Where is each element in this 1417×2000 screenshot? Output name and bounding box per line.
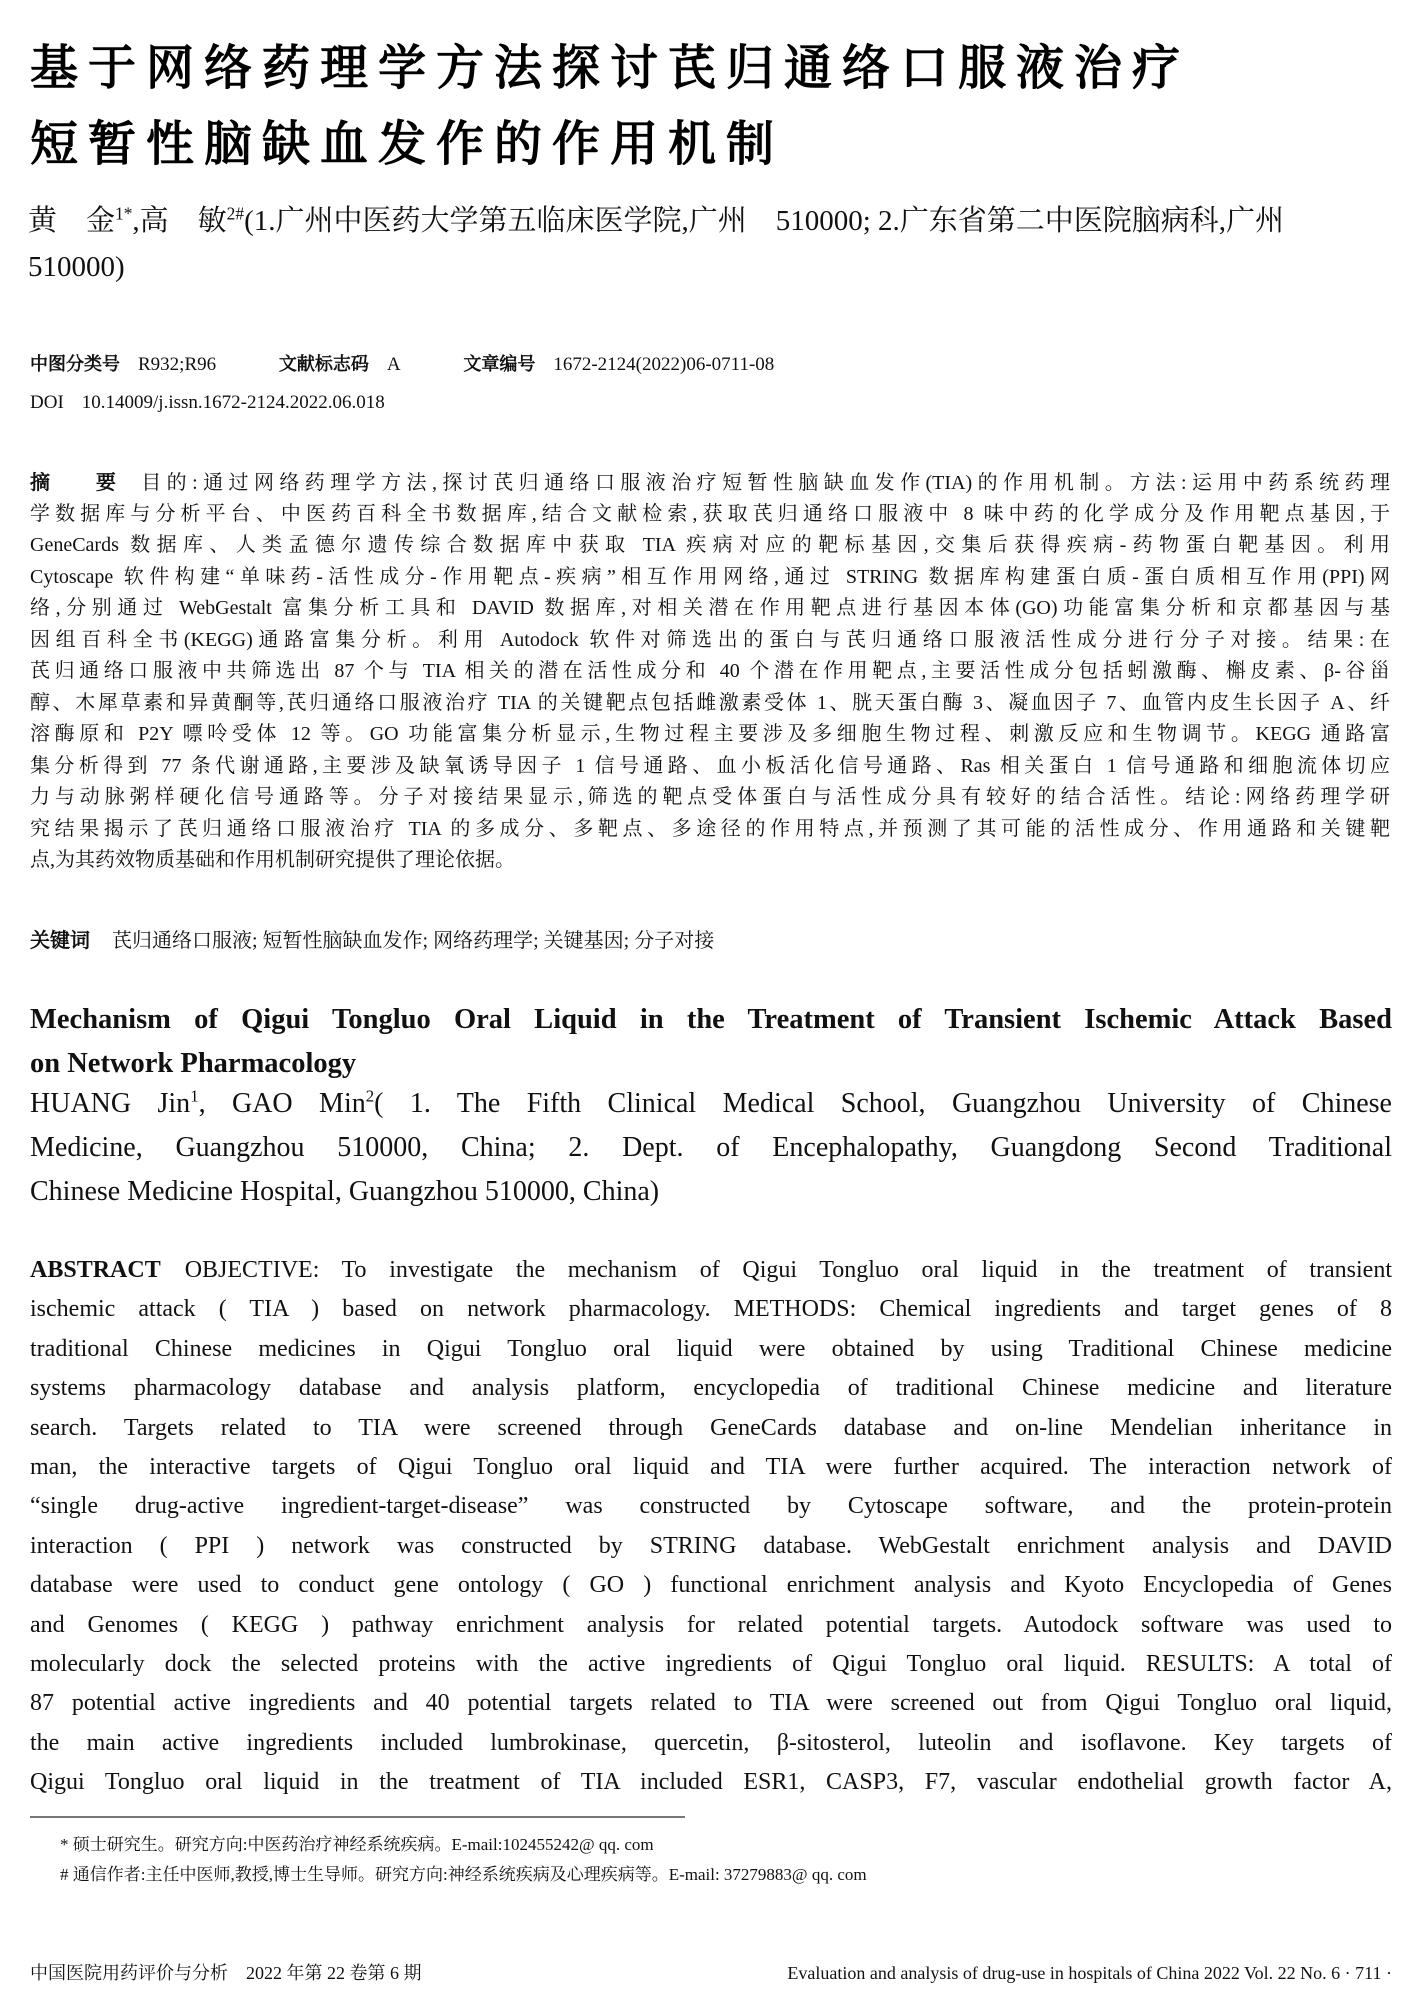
footnote-first-author: * 硕士研究生。研究方向:中医药治疗神经系统疾病。E-mail:102455242@ qq. com <box>60 1835 654 1854</box>
affiliation-text-continued: 510000) <box>28 251 125 283</box>
english-authors-affiliations <box>30 1082 1392 1214</box>
abstract-line: 集分析得到 77 条代谢通路,主要涉及缺氧诱导因子 1 信号通路、血小板活化信号通路、Ras 相关蛋白 1 信号通路和细胞流体切应 <box>30 754 1390 777</box>
abstract-line: Cytoscape 软件构建“单味药-活性成分-作用靶点-疾病”相互作用网络,通过 STRING 数据库构建蛋白质-蛋白质相互作用(PPI)网 <box>30 565 1390 588</box>
abstract-en-line: interaction ( PPI ) network was constructed by STRING database. WebGestalt enrichment analysis and DAVID <box>30 1532 1392 1559</box>
abstract-en-line: molecularly dock the selected proteins with the active ingredients of Qigui Tongluo oral liquid. RESULTS: A total of <box>30 1650 1392 1677</box>
chinese-title-line: 基于网络药理学方法探讨芪归通络口服液治疗 <box>30 40 1191 96</box>
abstract-en-text: OBJECTIVE: To investigate the mechanism of Qigui Tongluo oral liquid in the treatment of transient <box>184 1257 1392 1283</box>
chinese-abstract <box>30 467 1390 877</box>
clc-value: R932;R96 <box>138 354 217 375</box>
meta-row <box>30 346 774 384</box>
affiliation-en-line: Chinese Medicine Hospital, Guangzhou 510000, China) <box>30 1176 660 1207</box>
chinese-keywords <box>30 925 714 956</box>
article-number-value: 1672-2124(2022)06-0711-08 <box>553 354 775 375</box>
clc-label: 中图分类号 <box>30 354 120 375</box>
abstract-en-line: Qigui Tongluo oral liquid in the treatment of TIA included ESR1, CASP3, F7, vascular endothelial growth factor A, <box>30 1769 1392 1796</box>
abstract-en-line: ischemic attack ( TIA ) based on network pharmacology. METHODS: Chemical ingredients and target genes of 8 <box>30 1296 1392 1323</box>
abstract-en-line: and Genomes ( KEGG ) pathway enrichment analysis for related potential targets. Autodock software was used to <box>30 1611 1392 1638</box>
abstract-text: 目的:通过网络药理学方法,探讨芪归通络口服液治疗短暂性脑缺血发作(TIA)的作用机制。方法:运用中药系统药理 <box>141 472 1390 494</box>
article-number-label: 文章编号 <box>463 354 536 375</box>
chinese-authors-affiliations <box>28 198 1390 290</box>
english-title <box>30 998 1392 1086</box>
footnotes <box>60 1830 867 1890</box>
english-title-line: Mechanism of Qigui Tongluo Oral Liquid in the Treatment of Transient Ischemic Attack Based <box>30 1004 1392 1035</box>
chinese-title-line: 短暂性脑缺血发作的作用机制 <box>30 116 785 172</box>
author-separator: , <box>132 205 140 237</box>
author-1-name: 黄 金 <box>28 205 116 237</box>
doi-label: DOI <box>30 392 64 413</box>
abstract-line: 醇、木犀草素和异黄酮等,芪归通络口服液治疗 TIA 的关键靶点包括雌激素受体 1、胱天蛋白酶 3、凝血因子 7、血管内皮生长因子 A、纤 <box>30 691 1390 714</box>
doi-row <box>30 384 774 422</box>
running-footer <box>30 1958 1392 1988</box>
footnote-divider <box>30 1816 685 1818</box>
doccode-label: 文献标志码 <box>278 354 369 375</box>
chinese-authors-line <box>28 198 1390 244</box>
abstract-en-line: “single drug-active ingredient-target-disease” was constructed by Cytoscape software, and the protein-protein <box>30 1493 1392 1520</box>
author-1-mark: 1* <box>115 203 133 224</box>
english-authors-line <box>30 1082 1392 1126</box>
chinese-title <box>30 30 1390 182</box>
author-2-name-en: , GAO Min <box>198 1088 366 1119</box>
footer-journal-en-page: Evaluation and analysis of drug-use in hospitals of China 2022 Vol. 22 No. 6 · 711 · <box>787 1963 1392 1983</box>
abstract-en-line: database were used to conduct gene ontology ( GO ) functional enrichment analysis and Kyoto Encyclopedia of Genes <box>30 1572 1392 1599</box>
classification-meta <box>30 346 774 422</box>
author-1-name-en: HUANG Jin <box>30 1088 191 1119</box>
abstract-line: 络,分别通过 WebGestalt 富集分析工具和 DAVID 数据库,对相关潜在作用靶点进行基因本体(GO)功能富集分析和京都基因与基 <box>30 597 1390 619</box>
doi-value[interactable]: 10.14009/j.issn.1672-2124.2022.06.018 <box>81 392 385 413</box>
abstract-line: GeneCards 数据库、人类孟德尔遗传综合数据库中获取 TIA 疾病对应的靶标基因,交集后获得疾病-药物蛋白靶基因。利用 <box>30 534 1390 556</box>
abstract-line: 点,为其药效物质基础和作用机制研究提供了理论依据。 <box>30 849 515 871</box>
author-2-mark: 2# <box>226 203 245 224</box>
abstract-line: 学数据库与分析平台、中医药百科全书数据库,结合文献检索,获取芪归通络口服液中 8 味中药的化学成分及作用靶点基因,于 <box>30 502 1390 525</box>
abstract-en-line: traditional Chinese medicines in Qigui Tongluo oral liquid were obtained by using Traditional Chinese medicine <box>30 1335 1392 1362</box>
doccode-value: A <box>386 354 401 375</box>
abstract-en-line: search. Targets related to TIA were screened through GeneCards database and on-line Mendelian inheritance in <box>30 1414 1392 1441</box>
footer-journal-cn: 中国医院用药评价与分析 2022 年第 22 卷第 6 期 <box>30 1963 422 1983</box>
author-2-name: 高 敏 <box>139 205 227 237</box>
abstract-en-line <box>30 1251 1392 1290</box>
english-title-line: on Network Pharmacology <box>30 1048 357 1079</box>
abstract-line <box>30 467 1390 499</box>
abstract-line: 因组百科全书(KEGG)通路富集分析。利用 Autodock 软件对筛选出的蛋白与芪归通络口服液活性成分进行分子对接。结果:在 <box>30 628 1390 651</box>
abstract-line: 芪归通络口服液中共筛选出 87 个与 TIA 相关的潜在活性成分和 40 个潜在作用靶点,主要活性成分包括蚓激酶、槲皮素、β-谷甾 <box>30 660 1390 682</box>
affiliation-en-line: Medicine, Guangzhou 510000, China; 2. Dept. of Encephalopathy, Guangdong Second Traditional <box>30 1132 1392 1163</box>
affiliation-en: ( 1. The Fifth Clinical Medical School, Guangzhou University of Chinese <box>374 1088 1392 1119</box>
abstract-en-line: systems pharmacology database and analysis platform, encyclopedia of traditional Chinese medicine and literature <box>30 1375 1392 1402</box>
abstract-heading: 摘 要 <box>30 470 136 494</box>
footnote-corresponding-author: # 通信作者:主任中医师,教授,博士生导师。研究方向:神经系统疾病及心理疾病等。E-mail: 37279883@ qq. com <box>60 1865 867 1884</box>
author-2-mark-en: 2 <box>365 1086 375 1106</box>
affiliation-text: (1.广州中医药大学第五临床医学院,广州 510000; 2.广东省第二中医院脑病科,广州 <box>244 205 1285 237</box>
abstract-en-line: the main active ingredients included lumbrokinase, quercetin, β-sitosterol, luteolin and isoflavone. Key targets of <box>30 1729 1392 1756</box>
abstract-line: 力与动脉粥样硬化信号通路等。分子对接结果显示,筛选的靶点受体蛋白与活性成分具有较好的结合活性。结论:网络药理学研 <box>30 786 1390 808</box>
abstract-en-line: man, the interactive targets of Qigui Tongluo oral liquid and TIA were further acquired. The interaction network of <box>30 1453 1392 1480</box>
abstract-en-heading: ABSTRACT <box>30 1257 161 1283</box>
abstract-line: 究结果揭示了芪归通络口服液治疗 TIA 的多成分、多靶点、多途径的作用特点,并预测了其可能的活性成分、作用通路和关键靶 <box>30 817 1390 840</box>
abstract-en-line: 87 potential active ingredients and 40 potential targets related to TIA were screened out from Qigui Tongluo oral liquid, <box>30 1690 1392 1717</box>
abstract-line: 溶酶原和 P2Y 嘌呤受体 12 等。GO 功能富集分析显示,生物过程主要涉及多细胞生物过程、刺激反应和生物调节。KEGG 通路富 <box>30 723 1390 745</box>
english-abstract <box>30 1251 1392 1802</box>
keywords-text: 芪归通络口服液; 短暂性脑缺血发作; 网络药理学; 关键基因; 分子对接 <box>112 930 715 952</box>
author-1-mark-en: 1 <box>190 1086 199 1106</box>
keywords-heading: 关键词 <box>30 928 90 952</box>
